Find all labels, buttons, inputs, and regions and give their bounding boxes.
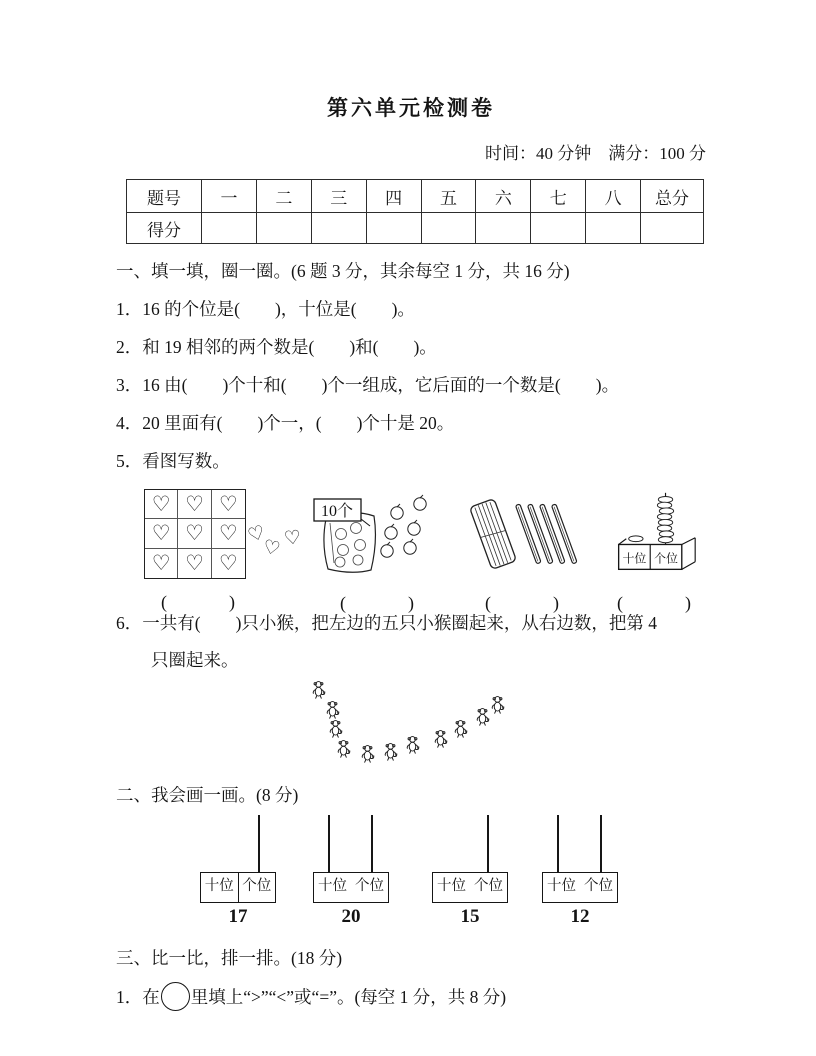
tens-label: 十位	[622, 551, 647, 566]
hearts-grid	[144, 489, 246, 579]
section1-question-6-line2: 只圈起来。	[151, 650, 239, 670]
heart-icon: ♡	[260, 535, 283, 561]
score-cell-empty	[641, 213, 704, 244]
answer-blank: ( )	[340, 593, 416, 613]
sticks-figure	[460, 489, 586, 615]
score-header-cell: 六	[476, 180, 531, 213]
counter-rod	[487, 815, 489, 872]
ones-label: 个位	[584, 878, 613, 894]
score-cell-empty	[421, 213, 476, 244]
question-text-suffix: 里填上“>”“<”或“=”。(每空 1 分，共 8 分)	[190, 987, 507, 1007]
score-header-cell: 二	[256, 180, 311, 213]
ones-label: 个位	[238, 873, 276, 902]
monkey-icon	[324, 700, 341, 719]
score-row-label: 得分	[127, 213, 202, 244]
page-title: 第六单元检测卷	[327, 96, 495, 120]
monkeys-arc	[280, 676, 530, 770]
section1-question-6-line1: 6．一共有( )只小猴，把左边的五只小猴圈起来，从右边数，把第 4	[116, 613, 658, 633]
score-header-cell: 五	[421, 180, 476, 213]
score-cell-empty	[366, 213, 421, 244]
counter-rod	[258, 815, 260, 872]
ones-label: 个位	[654, 551, 678, 566]
section1-question-5: 5．看图写数。	[116, 451, 230, 471]
score-header-cell: 题号	[127, 180, 202, 213]
score-cell-empty	[202, 213, 257, 244]
place-value-box	[200, 872, 276, 903]
monkey-icon	[452, 719, 469, 738]
score-header-cell: 八	[586, 180, 641, 213]
section2-counters	[116, 815, 706, 935]
heart-icon: ♡	[218, 550, 238, 575]
counter-number: 12	[570, 906, 590, 927]
hearts-figure-art	[144, 489, 312, 581]
monkey-icon	[359, 744, 376, 763]
sticks-art	[460, 489, 586, 577]
peach-bag-art	[312, 489, 444, 577]
counter-art	[602, 489, 708, 577]
monkey-icon	[489, 695, 506, 714]
counter-figure	[602, 489, 708, 615]
heart-icon: ♡	[212, 519, 245, 548]
answer-blank: ( )	[617, 593, 693, 613]
section1-question-2: 2．和 19 相邻的两个数是( )和( )。	[116, 337, 437, 357]
tens-label: 十位	[204, 878, 234, 894]
score-cell-empty	[476, 213, 531, 244]
counter-rod	[600, 815, 602, 872]
tens-label: 十位	[437, 878, 466, 894]
tens-label: 十位	[318, 878, 347, 894]
score-header-cell: 七	[531, 180, 586, 213]
counter-rod	[557, 815, 559, 872]
section2-heading: 二、我会画一画。(8 分)	[116, 785, 299, 805]
score-cell-empty	[256, 213, 311, 244]
heart-icon: ♡	[178, 490, 211, 519]
hearts-figure	[144, 489, 312, 614]
score-header-cell: 四	[366, 180, 421, 213]
question5-figures	[116, 489, 706, 613]
monkey-icon	[335, 739, 352, 758]
counter-number: 15	[460, 906, 480, 927]
heart-icon: ♡	[245, 520, 269, 548]
score-cell-empty	[586, 213, 641, 244]
score-table	[126, 179, 704, 244]
counter-number: 17	[228, 906, 248, 927]
score-cell-empty	[531, 213, 586, 244]
score-header-cell: 总分	[641, 180, 704, 213]
section1-question-4: 4．20 里面有( )个一，( )个十是 20。	[116, 413, 455, 433]
heart-icon: ♡	[145, 519, 178, 548]
answer-blank: ( )	[161, 592, 237, 612]
score-header-cell: 一	[202, 180, 257, 213]
monkey-icon	[310, 680, 327, 699]
heart-icon: ♡	[178, 549, 211, 578]
place-value-box	[432, 872, 508, 903]
answer-circle	[161, 982, 190, 1011]
section1-question-3: 3．16 由( )个十和( )个一组成，它后面的一个数是( )。	[116, 375, 620, 395]
heart-icon: ♡	[282, 526, 303, 550]
section3-heading: 三、比一比，排一排。(18 分)	[116, 948, 343, 968]
heart-icon: ♡	[212, 490, 245, 519]
bag-count-label: 10个	[320, 503, 354, 520]
question-text-prefix: 1．在	[116, 987, 160, 1007]
answer-blank: ( )	[485, 593, 561, 613]
counter-rod	[328, 815, 330, 872]
peach-bag-figure	[312, 489, 444, 615]
heart-icon: ♡	[145, 549, 178, 578]
place-value-box	[542, 872, 618, 903]
time-score-line: 时间：40 分钟 满分：100 分	[485, 144, 706, 163]
section3-question-1	[116, 982, 706, 1012]
heart-icon: ♡	[145, 490, 178, 519]
section1-heading: 一、填一填，圈一圈。(6 题 3 分，其余每空 1 分，共 16 分)	[116, 261, 570, 281]
monkey-icon	[432, 729, 449, 748]
score-table-header-row	[127, 180, 704, 213]
section1-question-1: 1．16 的个位是( )，十位是( )。	[116, 299, 415, 319]
counter-rod	[371, 815, 373, 872]
counter-number: 20	[341, 906, 361, 927]
score-table-score-row	[127, 213, 704, 244]
monkey-icon	[382, 742, 399, 761]
page-content	[116, 0, 706, 1012]
tens-label: 十位	[547, 878, 576, 894]
monkey-icon	[327, 719, 344, 738]
place-value-box	[313, 872, 389, 903]
heart-icon: ♡	[178, 519, 211, 548]
score-header-cell: 三	[311, 180, 366, 213]
monkey-icon	[404, 735, 421, 754]
score-cell-empty	[311, 213, 366, 244]
ones-label: 个位	[355, 878, 384, 894]
ones-label: 个位	[474, 878, 503, 894]
